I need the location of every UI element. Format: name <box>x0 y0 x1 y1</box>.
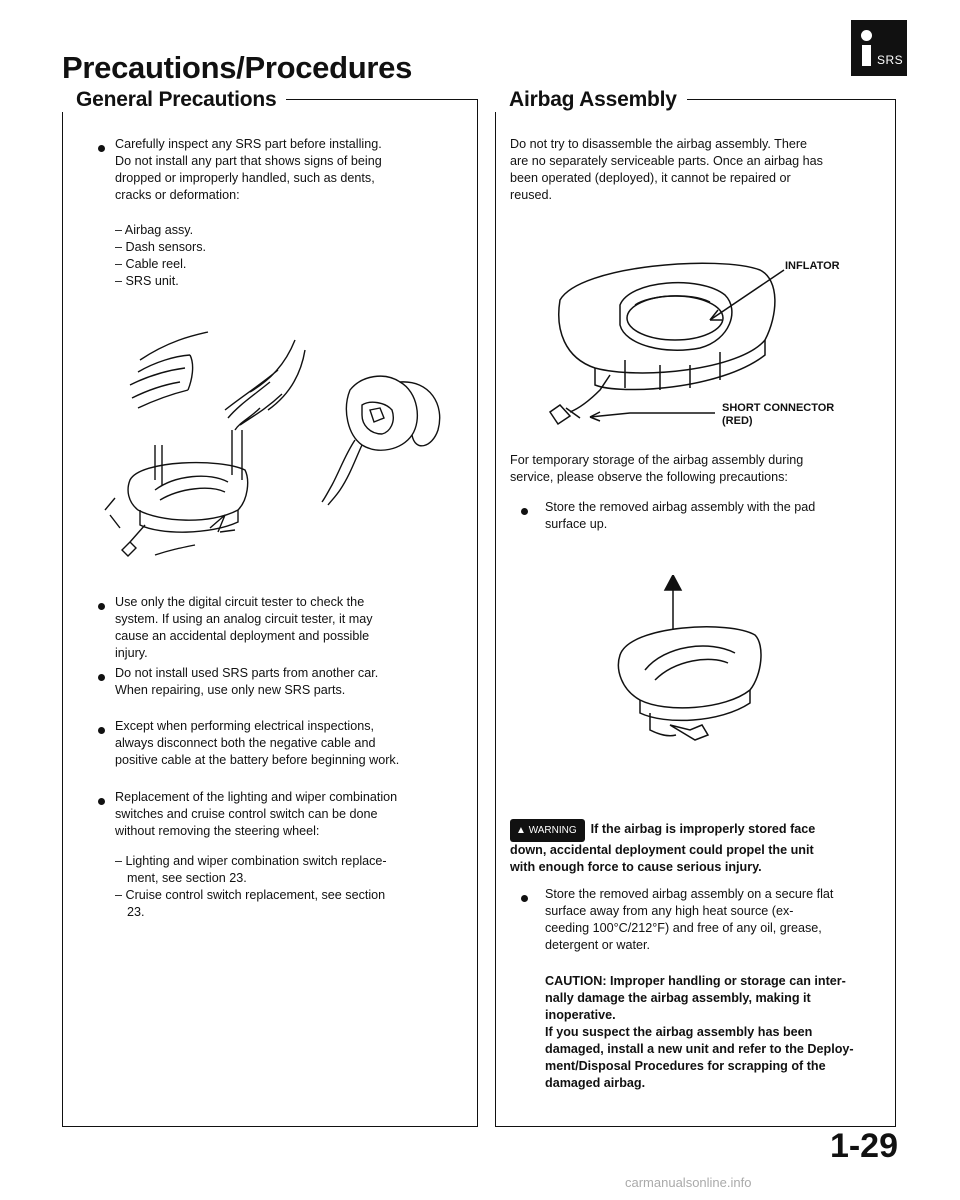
page-title: Precautions/Procedures <box>62 50 413 85</box>
bullet <box>521 508 528 515</box>
temporary-storage-text: For temporary storage of the airbag assembly during service, please observe the following precautions: <box>510 453 804 484</box>
page-number: 1-29 <box>829 1127 898 1165</box>
disassemble-warning-text: Do not try to disassemble the airbag assembly. There are no separately serviceable parts. Once an airbag has been operated (deployed), it cannot be repaired or reused. <box>510 137 823 202</box>
list-item: – Dash sensors. <box>115 240 206 254</box>
warning-block: ▲ WARNING If the airbag is improperly stored face down, accidental deployment could propel the unit with enough force to cause serious injury. <box>510 819 875 876</box>
watermark: carmanualsonline.info <box>625 1175 752 1190</box>
bullet <box>521 895 528 902</box>
caution-block: CAUTION: Improper handling or storage can inter- nally damage the airbag assembly, making it inoperative. If you suspect the airbag assembly has been damaged, install a new unit and refer to the Deploy- ment/Disposal Procedures for scrapping of the damaged airbag. <box>545 974 854 1090</box>
circuit-tester-text: Use only the digital circuit tester to check the system. If using an analog circuit tester, it may cause an accidental deployment and possible injury. <box>115 595 373 660</box>
inflator-label: INFLATOR <box>785 260 840 272</box>
list-item: – Cable reel. <box>115 257 187 271</box>
warning-badge: ▲ WARNING <box>510 819 585 842</box>
bullet <box>98 798 105 805</box>
pad-up-illustration <box>610 575 770 750</box>
inspect-parts-text: Carefully inspect any SRS part before installing. Do not install any part that shows signs of being dropped or improperly handled, such as dents, cracks or deformation: <box>115 137 382 202</box>
bullet <box>98 727 105 734</box>
bullet <box>98 674 105 681</box>
srs-badge-label: SRS <box>877 53 904 67</box>
bullet <box>98 145 105 152</box>
switch-replacement-text: Replacement of the lighting and wiper combination switches and cruise control switch can be done without removing the steering wheel: <box>115 790 398 838</box>
list-item: – SRS unit. <box>115 274 179 288</box>
inspection-illustration <box>100 310 460 580</box>
short-connector-label: SHORT CONNECTOR (RED) <box>722 402 835 427</box>
secure-storage-text: Store the removed airbag assembly on a secure flat surface away from any high heat source (ex- ceeding 100°C/212°F) and free of any oil, grease, detergent or water. <box>545 887 834 952</box>
srs-parts-list <box>115 222 206 290</box>
switch-replacement-sublist: – Lighting and wiper combination switch replace- ment, see section 23. – Cruise control switch replacement, see section 23. <box>115 854 387 919</box>
airbag-assembly-heading: Airbag Assembly <box>495 88 687 112</box>
pad-surface-up-text: Store the removed airbag assembly with the pad surface up. <box>545 500 816 531</box>
list-item: – Airbag assy. <box>115 223 194 237</box>
srs-info-icon <box>851 20 907 76</box>
general-precautions-heading: General Precautions <box>62 88 286 112</box>
battery-disconnect-text: Except when performing electrical inspections, always disconnect both the negative cable and positive cable at the battery before beginning work. <box>115 719 400 767</box>
used-parts-text: Do not install used SRS parts from another car. When repairing, use only new SRS parts. <box>115 666 379 697</box>
bullet <box>98 603 105 610</box>
